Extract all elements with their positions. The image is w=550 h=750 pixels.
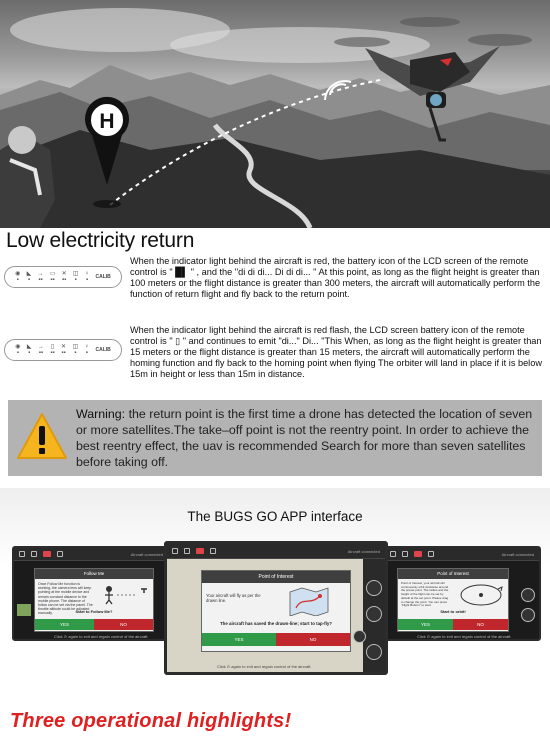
- status-bar: [14, 548, 168, 561]
- direction-icon: → ▪▪: [37, 271, 44, 283]
- camera-icon: ◫ ▪: [72, 271, 79, 283]
- warning-body: the return point is the first time a drone has detected the location of seven or more satellites.The take–off point is not the reentry point. In order to achieve the best reentry effect, the uav is recommended Search for more than seven satellites before taking off.: [76, 407, 533, 469]
- close-icon: ✕ ▪▪: [61, 344, 67, 356]
- orbit-illustration-icon: [456, 581, 506, 609]
- exit-hint: Click ⊙ again to exit and regain control of the aircraft.: [417, 634, 512, 639]
- video-icon: [402, 551, 408, 557]
- location-button[interactable]: [353, 630, 366, 643]
- app-section-title: The BUGS GO APP interface: [187, 509, 363, 524]
- photo-icon: [172, 548, 178, 554]
- gps-icon: ◉ ▪: [15, 271, 21, 283]
- signal-icon: ◣ ▪: [26, 344, 32, 356]
- rc-lcd-display-flash: [4, 339, 122, 361]
- orbit-dialog: [397, 568, 509, 632]
- exit-hint: Click ⊙ again to exit and regain control of the aircraft.: [54, 634, 149, 639]
- dialog-buttons: [398, 619, 508, 630]
- status-bar: [385, 548, 539, 561]
- signal-icon: ◣ ▪: [26, 271, 32, 283]
- hero-scene: [0, 0, 550, 228]
- dialog-question: The aircraft has saved the drawn-line; start to tap-fly?: [220, 621, 332, 626]
- gimbal-button[interactable]: [366, 644, 382, 660]
- camera-icon: ◫ ▪: [72, 344, 79, 356]
- video-icon: [184, 548, 190, 554]
- dialog-buttons: [35, 619, 153, 630]
- hero-image: [0, 0, 550, 228]
- connection-status: Aircraft connected: [130, 551, 163, 557]
- no-button[interactable]: NO: [453, 619, 508, 630]
- dialog-buttons: [202, 633, 350, 646]
- connection-status: Aircraft connected: [501, 551, 534, 557]
- dialog-title: Point of Interest: [202, 571, 350, 583]
- warning-box: [8, 400, 542, 476]
- battery-empty-icon: ▯ ▪▪: [50, 344, 55, 356]
- battery-icon: ▭ ▪▪: [49, 271, 56, 283]
- rc-lcd-display: [4, 266, 122, 288]
- dialog-body: Once Follow Me function is working, the camera lens will keep pointing at the mobile device and remain constant distance to the mobile phone. The distance of follow can be set via the panel. The throttle altitude could be adjusted manually.: [38, 582, 93, 616]
- dialog-body: Point of Interest, your aircraft will continuously orbit clockwise around the preset point. The radius and the height of the flight can be set by default at the set point. Please drag to change the point. You can press “Flight Buttom” to start.: [401, 581, 449, 608]
- record-icon: [43, 551, 51, 557]
- dialog-title: Point of Interest: [398, 569, 508, 579]
- section-heading: Low electricity return: [6, 229, 195, 252]
- dialog-question: Start to Follow Me?: [75, 609, 113, 614]
- paragraph-red-indicator: When the indicator light behind the aircraft is red, the battery icon of the LCD screen of the remote control is " █▌ " , and the "di di di... Di di di... " At this point, as long as the flight height is greater than 100 meters or the flight distance is greater than 300 meters, the aircraft will automatically perform the function of return flight and fly back to the return point.: [130, 256, 541, 299]
- settings-icon: [210, 548, 216, 554]
- gimbal-button[interactable]: [521, 608, 535, 622]
- light-icon: ♀ ▪: [84, 344, 90, 356]
- poi-dialog: [201, 570, 351, 652]
- map-route-icon: [288, 586, 330, 616]
- warning-label: Warning:: [76, 407, 126, 421]
- yes-button[interactable]: YES: [202, 633, 276, 646]
- gps-icon: ◉ ▪: [15, 344, 21, 356]
- video-icon: [31, 551, 37, 557]
- dialog-body: Your aircraft will fly as per the drawn line.: [206, 593, 261, 603]
- yes-button[interactable]: YES: [35, 619, 94, 630]
- tablet-orbit: [383, 546, 541, 641]
- light-icon: ♀ ▪: [84, 271, 90, 283]
- settings-icon: [57, 551, 63, 557]
- settings-icon: [428, 551, 434, 557]
- svg-text:H: H: [99, 110, 115, 133]
- follow-illustration-icon: [101, 583, 151, 605]
- connection-status: Aircraft connected: [347, 548, 380, 554]
- shutter-button[interactable]: [521, 588, 535, 602]
- highlight-title: Three operational highlights!: [10, 710, 292, 732]
- follow-me-dialog: [34, 568, 154, 632]
- paragraph-red-flash: When the indicator light behind the aircraft is red flash, the LCD screen battery icon of the remote control is " ▯ " and continues to emit "di..." Di... "This When, as long as the flight height is greater than 15 meters or the flight distance is greater than 15 meters, the aircraft will automatically perform the homing function and fly back to the homing point when flying The orbiter will land in place if it is below 15m in height or less than 15m in distance.: [130, 325, 542, 379]
- dialog-title: Follow Me: [35, 569, 153, 579]
- close-icon: ✕ ▪▪: [61, 271, 67, 283]
- no-button[interactable]: NO: [276, 633, 350, 646]
- direction-icon: → ▪▪: [37, 344, 44, 356]
- record-icon: [414, 551, 422, 557]
- calib-label: CALIB: [95, 274, 111, 280]
- mode-button[interactable]: [366, 606, 382, 622]
- map-thumbnail[interactable]: [17, 604, 31, 616]
- no-button[interactable]: NO: [94, 619, 153, 630]
- tablet-point-of-interest: [164, 541, 388, 675]
- photo-icon: [19, 551, 25, 557]
- tablet-follow-me: [12, 546, 170, 641]
- exit-hint: Click ⊙ again to exit and regain control of the aircraft.: [217, 664, 312, 669]
- warning-icon: [16, 412, 68, 460]
- record-icon: [196, 548, 204, 554]
- dialog-question: Start to orbit!: [440, 609, 466, 614]
- yes-button[interactable]: YES: [398, 619, 453, 630]
- shutter-button[interactable]: [366, 580, 382, 596]
- calib-label: CALIB: [95, 347, 111, 353]
- status-bar: [167, 544, 385, 559]
- photo-icon: [390, 551, 396, 557]
- warning-text: [76, 406, 540, 470]
